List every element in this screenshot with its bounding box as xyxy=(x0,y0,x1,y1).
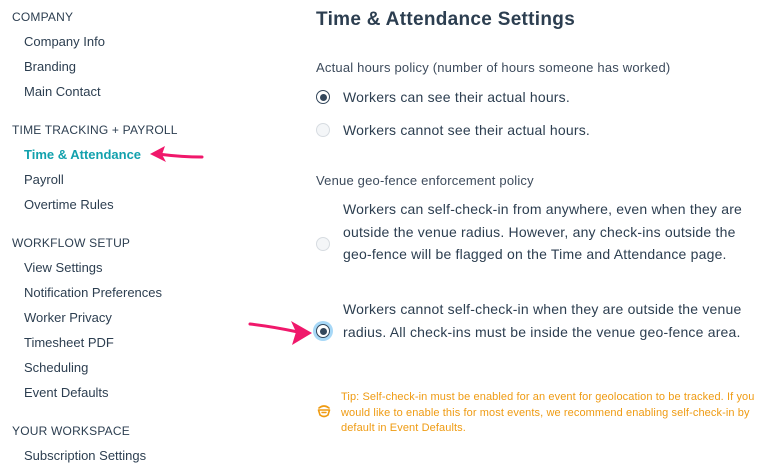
sidebar-section-time-tracking: TIME TRACKING + PAYROLL xyxy=(12,123,178,137)
sidebar-item-main-contact[interactable]: Main Contact xyxy=(24,84,101,99)
sidebar-item-overtime-rules[interactable]: Overtime Rules xyxy=(24,197,114,212)
tip-text: Tip: Self-check-in must be enabled for an event for geolocation to be tracked. If you would like to enable this for most events, we recommend enabling self-check-in by default in Event Defaults. xyxy=(341,391,755,434)
option-text: Workers cannot see their actual hours. xyxy=(343,122,591,138)
radio-button-selected[interactable] xyxy=(316,90,330,104)
sidebar-item-view-settings[interactable]: View Settings xyxy=(24,260,103,275)
sidebar-section-company: COMPANY xyxy=(12,10,74,24)
sidebar-item-timesheet-pdf[interactable]: Timesheet PDF xyxy=(24,335,114,350)
radio-option-checkin-within-geofence[interactable] xyxy=(316,298,756,343)
sidebar-item-scheduling[interactable]: Scheduling xyxy=(24,360,89,375)
option-text: Workers cannot self-check-in when they are outside the venue radius. All check-ins must be inside the venue geo-fence area. xyxy=(343,301,742,340)
settings-content xyxy=(316,0,772,453)
sidebar-section-your-workspace: YOUR WORKSPACE xyxy=(12,424,130,438)
radio-button-selected[interactable] xyxy=(316,324,330,338)
lightbulb-icon xyxy=(316,403,332,419)
arrow-annotation-radio xyxy=(248,318,314,348)
geofence-policy-label: Venue geo-fence enforcement policy xyxy=(316,173,534,188)
sidebar-item-time-attendance[interactable]: Time & Attendance xyxy=(24,147,142,162)
radio-option-checkin-anywhere[interactable] xyxy=(316,198,756,266)
option-text: Workers can self-check-in from anywhere, even when they are outside the venue radius. However, any check-ins outside the geo-fence will be flagged on the Time and Attendance page. xyxy=(343,201,743,262)
page-title: Time & Attendance Settings xyxy=(316,9,576,30)
option-text: Workers can see their actual hours. xyxy=(343,89,570,105)
radio-button[interactable] xyxy=(316,237,330,251)
tip-box xyxy=(316,390,756,437)
settings-sidebar xyxy=(0,0,270,463)
radio-option-cannot-see-hours[interactable] xyxy=(316,119,590,142)
sidebar-item-subscription-settings[interactable]: Subscription Settings xyxy=(24,448,147,463)
sidebar-item-event-defaults[interactable]: Event Defaults xyxy=(24,385,109,400)
sidebar-item-worker-privacy[interactable]: Worker Privacy xyxy=(24,310,112,325)
sidebar-section-workflow-setup: WORKFLOW SETUP xyxy=(12,236,131,250)
arrow-annotation-sidebar xyxy=(148,143,204,167)
sidebar-item-company-info[interactable]: Company Info xyxy=(24,34,105,49)
actual-hours-policy-label: Actual hours policy (number of hours someone has worked) xyxy=(316,60,671,75)
radio-option-can-see-hours[interactable] xyxy=(316,86,570,109)
sidebar-item-notification-preferences[interactable]: Notification Preferences xyxy=(24,285,163,300)
sidebar-item-branding[interactable]: Branding xyxy=(24,59,77,74)
sidebar-item-payroll[interactable]: Payroll xyxy=(24,172,64,187)
radio-button[interactable] xyxy=(316,123,330,137)
